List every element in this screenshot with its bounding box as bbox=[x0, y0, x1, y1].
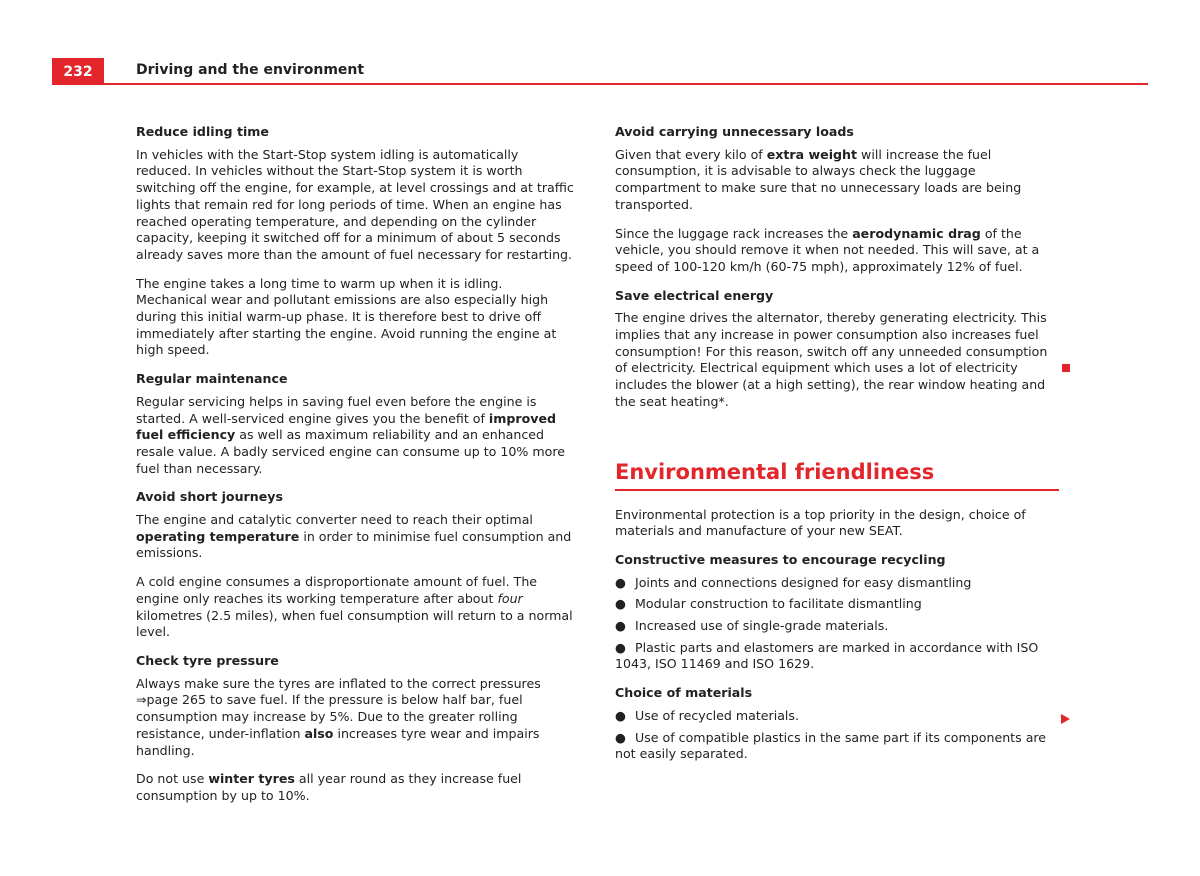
recycling-list bbox=[615, 575, 1059, 674]
continue-arrow-icon bbox=[1061, 714, 1070, 724]
section-title-environmental: Environmental friendliness bbox=[615, 459, 1059, 491]
chapter-title: Driving and the environment bbox=[136, 62, 365, 78]
paragraph: Given that every kilo of extra weight will increase the fuel consumption, it is advisable to always check the luggage compartment to make sure that no unnecessary loads are being transported. bbox=[615, 146, 1022, 212]
heading-regular-maintenance: Regular maintenance bbox=[136, 371, 288, 387]
heading-unnecessary-loads: Avoid carrying unnecessary loads bbox=[615, 124, 854, 139]
paragraph: The engine drives the alternator, thereby generating electricity. This implies that any increase in power consumption also increases fuel consumption! For this reason, switch off any unneeded consumption of electricity. Electrical equipment which uses a lot of electricity includes the blower (at a high setting), the rear window heating and the seat heating*. bbox=[615, 310, 1048, 409]
left-column bbox=[136, 124, 576, 817]
bullet-icon: ● bbox=[615, 596, 626, 612]
heading-short-journeys: Avoid short journeys bbox=[136, 489, 283, 505]
paragraph: Do not use winter tyres all year round as they increase fuel consumption by up to 10%. bbox=[136, 771, 522, 803]
paragraph: In vehicles with the Start-Stop system idling is automatically reduced. In vehicles without the Start-Stop system it is worth switching off the engine, for example, at level crossings and at traffic lights that remain red for long periods of time. When an engine has reached operating temperature, and depending on the cylinder capacity, keeping it switched off for a minimum of about 5 seconds already saves more than the amount of fuel necessary for restarting. bbox=[136, 146, 574, 262]
paragraph: Regular servicing helps in saving fuel even before the engine is started. A well-serviced engine gives you the benefit of improved fuel efficiency as well as maximum reliability and an enhanced resale value. A badly serviced engine can consume up to 10% more fuel than necessary. bbox=[136, 393, 565, 476]
heading-reduce-idling: Reduce idling time bbox=[136, 124, 269, 139]
bullet-icon: ● bbox=[615, 618, 626, 634]
list-item: ● Use of recycled materials. bbox=[615, 707, 799, 723]
heading-recycling: Constructive measures to encourage recycling bbox=[615, 551, 946, 567]
list-item: ● Use of compatible plastics in the same part if its components are not easily separated. bbox=[615, 729, 1047, 762]
header-rule bbox=[52, 83, 1148, 85]
right-column bbox=[615, 124, 1059, 775]
heading-electrical-energy: Save electrical energy bbox=[615, 287, 774, 303]
bullet-icon: ● bbox=[615, 639, 626, 655]
end-of-section-square-icon bbox=[1062, 364, 1070, 372]
heading-choice-of-materials: Choice of materials bbox=[615, 685, 753, 701]
paragraph: Since the luggage rack increases the aerodynamic drag of the vehicle, you should remove it when not needed. This will save, at a speed of 100-120 km/h (60-75 mph), approximately 12% of fuel. bbox=[615, 225, 1040, 274]
list-item: ● Plastic parts and elastomers are marked in accordance with ISO 1043, ISO 11469 and ISO 1629. bbox=[615, 639, 1039, 672]
page-header bbox=[52, 52, 1148, 85]
paragraph: Environmental protection is a top priority in the design, choice of materials and manufacture of your new SEAT. bbox=[615, 506, 1026, 539]
bullet-icon: ● bbox=[615, 707, 626, 723]
bullet-icon: ● bbox=[615, 729, 626, 745]
bullet-icon: ● bbox=[615, 574, 626, 590]
page-number: 232 bbox=[52, 58, 104, 85]
heading-tyre-pressure: Check tyre pressure bbox=[136, 652, 279, 668]
paragraph: The engine and catalytic converter need to reach their optimal operating temperature in order to minimise fuel consumption and emissions. bbox=[136, 512, 572, 561]
list-item: ● Modular construction to facilitate dismantling bbox=[615, 596, 922, 612]
materials-list bbox=[615, 708, 1059, 763]
list-item: ● Joints and connections designed for easy dismantling bbox=[615, 574, 972, 590]
paragraph: A cold engine consumes a disproportionate amount of fuel. The engine only reaches its working temperature after about four kilometres (2.5 miles), when fuel consumption will return to a normal level. bbox=[136, 574, 573, 640]
paragraph: Always make sure the tyres are inflated to the correct pressures ⇒page 265 to save fuel. If the pressure is below half bar, fuel consumption may increase by 5%. Due to the greater rolling resistance, under-inflation also increases tyre wear and impairs handling. bbox=[136, 675, 541, 758]
paragraph: The engine takes a long time to warm up when it is idling. Mechanical wear and pollutant emissions are also especially high during this initial warm-up phase. It is therefore best to drive off immediately after starting the engine. Avoid running the engine at high speed. bbox=[136, 275, 557, 358]
list-item: ● Increased use of single-grade materials. bbox=[615, 618, 889, 634]
